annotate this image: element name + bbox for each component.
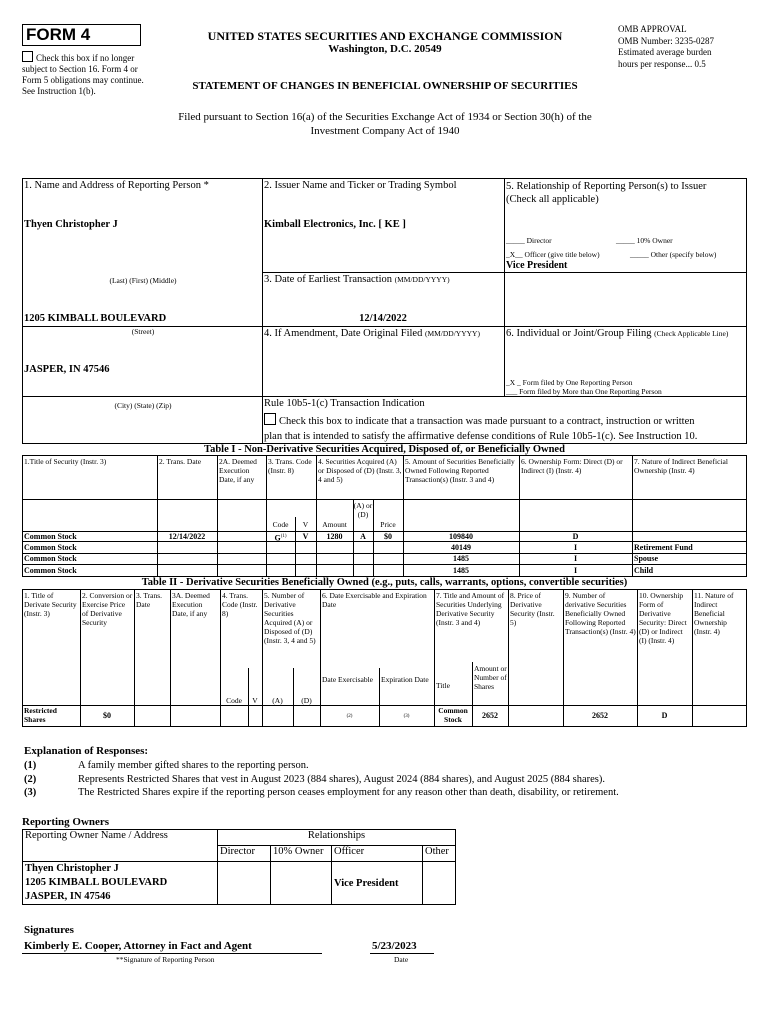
filing-one-person: _X _ Form filed by One Reporting Person [506, 378, 633, 387]
box3-label: 3. Date of Earliest Transaction (MM/DD/YYYY) [264, 274, 450, 285]
t1-header-acquired: 4. Securities Acquired (A) or Disposed of (D) (Instr. 3, 4 and 5) [318, 457, 402, 484]
t2-sub-amount-shares: Amount or Number of Shares [474, 664, 507, 691]
ro-header-director: Director [218, 846, 271, 862]
t1-header-form: 6. Ownership Form: Direct (D) or Indirect (I) (Instr. 4) [521, 457, 623, 475]
t1-header-date: 2. Trans. Date [159, 457, 202, 466]
ro-header-other: Other [423, 846, 456, 862]
explanations-list [24, 759, 754, 800]
relationship-director: _____ Director [506, 236, 552, 245]
t2-sub-date-exercisable: Date Exercisable [322, 675, 374, 684]
form-title: FORM 4 [22, 24, 141, 46]
t2-header-owned: 9. Number of derivative Securities Beneficially Owned Following Reported Transaction(s) (Instr. 4) [565, 591, 636, 636]
t1-header-title: 1.Title of Security (Instr. 3) [24, 457, 107, 466]
issuer-name: Kimball Electronics, Inc. [ KE ] [264, 219, 406, 230]
t2-header-form: 10. Ownership Form of Derivative Security: Direct (D) or Indirect (I) (Instr. 4) [639, 591, 687, 645]
t2-header-underlying: 7. Title and Amount of Securities Underlying Derivative Security (Instr. 3 and 4) [436, 591, 505, 627]
ro-header-officer: Officer [332, 846, 423, 862]
t2-header-price: 8. Price of Derivative Security (Instr. 5) [510, 591, 555, 627]
t2-header-exercisable: 6. Date Exercisable and Expiration Date [322, 591, 427, 609]
statement-title: STATEMENT OF CHANGES IN BENEFICIAL OWNERSHIP OF SECURITIES [192, 80, 578, 92]
rule-10b5-title: Rule 10b5-1(c) Transaction Indication [264, 398, 425, 409]
city-state-zip-label: (City) (State) (Zip) [114, 401, 172, 410]
list-item: (3) The Restricted Shares expire if the reporting person ceases employment for any reason other than death, disability, or retirement. [24, 787, 619, 798]
agency-name: UNITED STATES SECURITIES AND EXCHANGE COMMISSION [207, 29, 563, 43]
rule-10b5-checkbox[interactable] [264, 413, 276, 425]
t2-sub-title: Title [436, 681, 450, 690]
explanation-title: Explanation of Responses: [24, 745, 149, 757]
filed-pursuant-line-1: Filed pursuant to Section 16(a) of the Securities Exchange Act of 1934 or Section 30(h) of the [178, 111, 592, 123]
t2-sub-d: (D) [301, 696, 312, 705]
check-box-note: Check this box if no longer subject to Section 16. Form 4 or Form 5 obligations may continue. See Instruction 1(b). [22, 53, 144, 96]
date-label: Date [394, 955, 409, 964]
t2-header-conversion: 2. Conversion or Exercise Price of Derivative Security [82, 591, 133, 627]
t2-header-deemed: 3A. Deemed Execution Date, if any [172, 591, 210, 618]
relationship-officer: _X__ Officer (give title below) [506, 250, 600, 259]
box6-label: 6. Individual or Joint/Group Filing (Check Applicable Line) [506, 328, 729, 339]
street-label: (Street) [131, 327, 155, 336]
omb-approval: OMB APPROVAL OMB Number: 3235-0287 Estimated average burden hours per response... 0.5 [618, 24, 714, 69]
t1-sub-aord: (A) or (D) [353, 501, 373, 519]
signatures-title: Signatures [24, 924, 74, 936]
relationship-10pct-owner: _____ 10% Owner [616, 236, 673, 245]
t2-header-number: 5. Number of Derivative Securities Acquired (A) or Disposed of (D) (Instr. 3, 4 and 5) [264, 591, 316, 645]
filed-pursuant-line-2: Investment Company Act of 1940 [310, 125, 460, 137]
t1-header-deemed: 2A. Deemed Execution Date, if any [219, 457, 257, 484]
reporting-person-name: Thyen Christopher J [24, 219, 118, 230]
t2-sub-expiration: Expiration Date [381, 675, 429, 684]
t2-header-title: 1. Title of Derivate Security (Instr. 3) [24, 591, 77, 618]
name-parts-label: (Last) (First) (Middle) [109, 276, 177, 285]
table2-title: Table II - Derivative Securities Beneficially Owned (e.g., puts, calls, warrants, options, convertible securities) [141, 577, 628, 588]
earliest-transaction-date: 12/14/2022 [359, 313, 407, 324]
t1-sub-code: Code [272, 520, 289, 529]
t1-sub-amount: Amount [322, 520, 347, 529]
t1-header-nature: 7. Nature of Indirect Beneficial Ownership (Instr. 4) [634, 457, 728, 475]
relationship-other: _____ Other (specify below) [630, 250, 717, 259]
no-longer-subject-checkbox[interactable] [22, 51, 33, 62]
ro-header-10pct: 10% Owner [271, 846, 332, 862]
box1-label: 1. Name and Address of Reporting Person * [24, 180, 209, 191]
ro-header-relationships: Relationships [218, 830, 456, 846]
signer-label: **Signature of Reporting Person [116, 955, 215, 964]
signature-date: 5/23/2023 [372, 940, 417, 952]
reporting-owners-table [22, 829, 456, 905]
t1-header-code: 3. Trans. Code (Instr. 8) [268, 457, 312, 475]
list-item: (1) A family member gifted shares to the reporting person. [24, 760, 309, 771]
box5-label: 5. Relationship of Reporting Person(s) to Issuer (Check all applicable) [506, 181, 707, 205]
signer-name: Kimberly E. Cooper, Attorney in Fact and Agent [24, 940, 252, 952]
agency-city: Washington, D.C. 20549 [328, 43, 442, 55]
reporting-owners-title: Reporting Owners [22, 816, 110, 828]
t1-sub-v: V [302, 520, 309, 529]
filing-more-persons: ___ Form filed by More than One Reporting Person [506, 387, 662, 396]
t2-sub-a: (A) [272, 696, 283, 705]
table1-title: Table I - Non-Derivative Securities Acquired, Disposed of, or Beneficially Owned [204, 444, 565, 455]
t2-sub-v: V [252, 696, 258, 705]
rule-10b5-text: Check this box to indicate that a transaction was made pursuant to a contract, instruction or written plan that is intended to satisfy the affirmative defense conditions of Rule 10b5-1(c). See Instruction 10. [264, 413, 744, 444]
t2-header-date: 3. Trans. Date [136, 591, 163, 609]
ro-header-name: Reporting Owner Name / Address [23, 830, 218, 862]
box2-label: 2. Issuer Name and Ticker or Trading Symbol [264, 180, 457, 191]
t2-header-nature: 11. Nature of Indirect Beneficial Ownership (Instr. 4) [694, 591, 734, 636]
t2-sub-code: Code [226, 696, 242, 705]
t1-sub-price: Price [380, 520, 396, 529]
officer-title: Vice President [506, 260, 568, 271]
list-item: (2) Represents Restricted Shares that vest in August 2023 (884 shares), August 2024 (884 shares), and August 2025 (884 shares). [24, 773, 605, 785]
city-state-zip: JASPER, IN 47546 [24, 364, 110, 375]
table-row: Thyen Christopher J 1205 KIMBALL BOULEVARD JASPER, IN 47546 Vice President [23, 862, 456, 905]
t2-header-code: 4. Trans. Code (Instr. 8) [222, 591, 258, 618]
street-address: 1205 KIMBALL BOULEVARD [24, 313, 167, 324]
t1-header-owned: 5. Amount of Securities Beneficially Owned Following Reported Transaction(s) (Instr. 3 and 4) [405, 457, 515, 484]
box4-label: 4. If Amendment, Date Original Filed (MM/DD/YYYY) [264, 328, 480, 339]
